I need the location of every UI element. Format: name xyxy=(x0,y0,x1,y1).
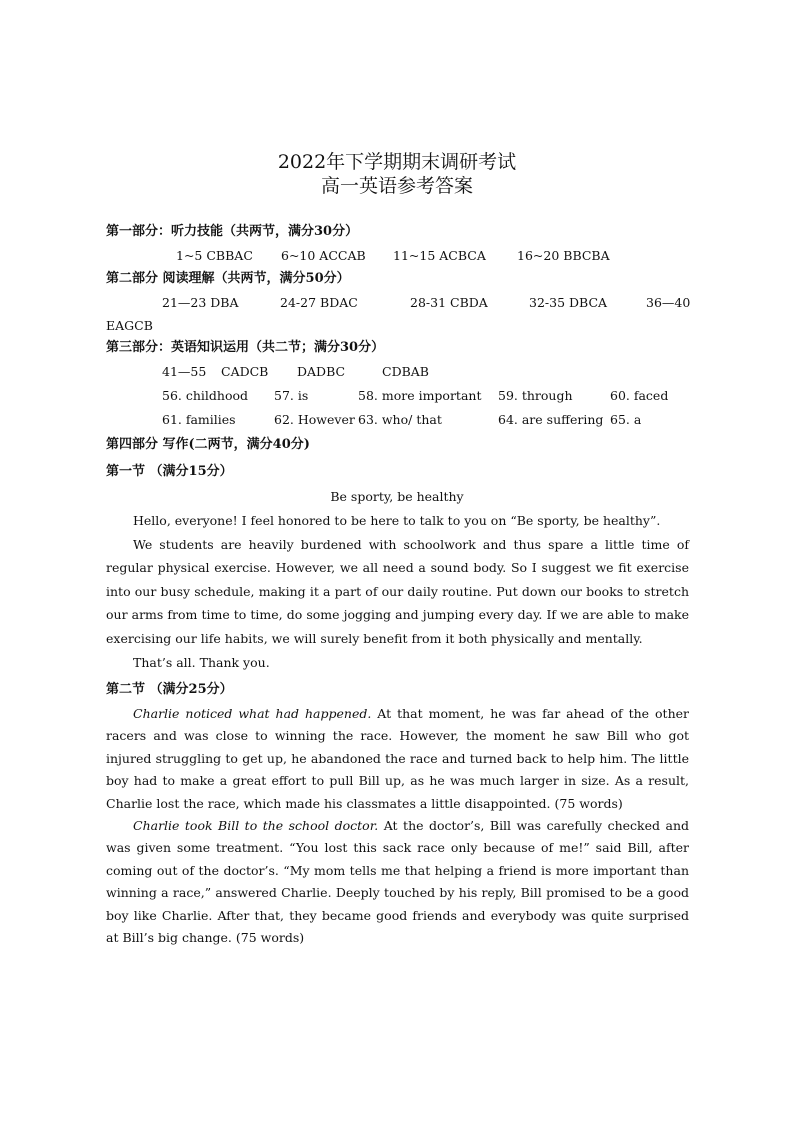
exam-subtitle: 高一英语参考答案 xyxy=(320,175,473,197)
answer-group: 28-31 CBDA xyxy=(410,295,488,310)
answer-group: 21—23 DBA xyxy=(162,295,239,310)
part4-heading: 第四部分 写作(二两节，满分40分) xyxy=(106,437,310,452)
continuation-paragraph-1 xyxy=(106,703,689,815)
blank-answer: 57. is xyxy=(274,388,309,403)
part4-section1-heading: 第一节 （满分15分） xyxy=(106,464,233,479)
answer-group: 6~10 ACCAB xyxy=(281,248,366,263)
answer-group: 36—40 xyxy=(646,295,691,310)
continuation-paragraph-2 xyxy=(106,815,689,949)
essay-paragraph: That’s all. Thank you. xyxy=(133,654,270,670)
part4-section2-heading: 第二节 （满分25分） xyxy=(106,682,233,697)
answer-group: DADBC xyxy=(297,364,346,379)
paragraph-body: At the doctor’s, Bill was carefully checked and was given some treatment. “You lost this sack race only because of me!” said Bill, after coming out of the doctor’s. “My mom tells me that helping a friend is more important than winning a race,” answered Charlie. Deeply touched by his reply, Bill promised to be a good boy like Charlie. After that, they became good friends and everybody was quite surprised at Bill’s big change. (75 words) xyxy=(106,818,689,946)
answer-group: 32-35 DBCA xyxy=(529,295,608,310)
answer-group: 11~15 ACBCA xyxy=(393,248,486,263)
answer-group: CADCB xyxy=(221,364,269,379)
blank-answer: 60. faced xyxy=(610,388,669,403)
blank-answer: 65. a xyxy=(610,412,642,427)
exam-title: 2022年下学期期末调研考试 xyxy=(277,151,517,173)
answer-group: 1~5 CBBAC xyxy=(176,248,253,263)
answer-range: 41—55 xyxy=(162,364,207,379)
part2-answers-wrap: EAGCB xyxy=(106,318,153,333)
blank-answer: 64. are suffering xyxy=(498,412,604,427)
essay-title: Be sporty, be healthy xyxy=(330,489,464,504)
essay-paragraph: Hello, everyone! I feel honored to be here to talk to you on “Be sporty, be healthy”. xyxy=(133,513,661,528)
blank-answer: 56. childhood xyxy=(162,388,249,403)
answer-group: 24-27 BDAC xyxy=(280,295,358,310)
paragraph-lead-sentence: Charlie took Bill to the school doctor. xyxy=(133,818,379,834)
blank-answer: 58. more important xyxy=(358,388,482,403)
part3-heading: 第三部分：英语知识运用（共二节；满分30分） xyxy=(106,340,385,355)
paragraph-body: At that moment, he was far ahead of the other racers and was close to winning the race. However, the moment he saw Bill who got injured struggling to get up, he abandoned the race and turned back to help him. The little boy had to make a great effort to pull Bill up, as he was much larger in size. As a result, Charlie lost the race, which made his classmates a little disappointed. (75 words) xyxy=(106,706,689,811)
continuation-writing xyxy=(106,703,689,949)
answer-group: 16~20 BBCBA xyxy=(517,248,610,263)
paragraph-lead-sentence: Charlie noticed what had happened. xyxy=(133,706,372,721)
essay-body xyxy=(106,509,689,674)
blank-answer: 62. However xyxy=(274,412,355,427)
essay-paragraph: We students are heavily burdened with schoolwork and thus spare a little time of regular physical exercise. However, we all need a sound body. So I suggest we fit exercise into our busy schedule, making it a part of our daily routine. Put down our books to stretch our arms from time to time, do some jogging and jumping every day. If we are able to make exercising our life habits, we will surely benefit from it both physically and mentally. xyxy=(106,536,689,646)
blank-answer: 59. through xyxy=(498,388,573,403)
part2-heading: 第二部分 阅读理解（共两节，满分50分） xyxy=(106,271,350,286)
part1-heading: 第一部分：听力技能（共两节，满分30分） xyxy=(106,224,359,239)
blank-answer: 61. families xyxy=(162,412,236,427)
answer-group: CDBAB xyxy=(382,364,429,379)
blank-answer: 63. who/ that xyxy=(358,412,442,427)
